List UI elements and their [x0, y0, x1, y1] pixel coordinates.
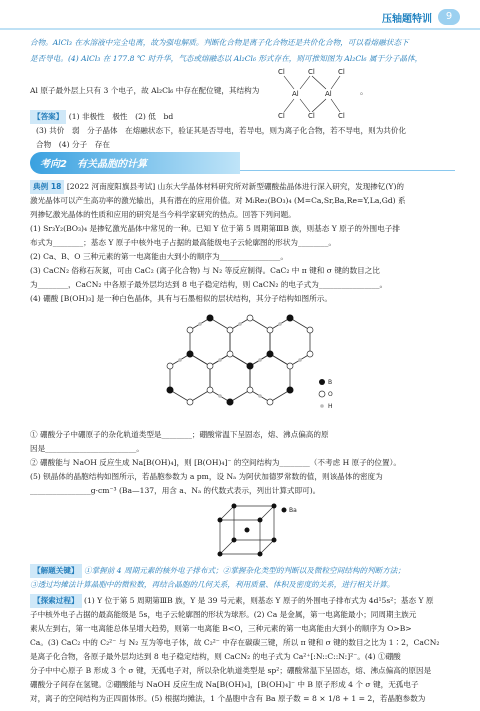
- explain-line: 对，离子的空间结构为正四面体形。(5) 根据均摊法，1 个晶胞中含有 Ba 原子数 = 8 × 1/8 + 1 = 2，若晶胞参数为: [30, 694, 426, 703]
- cl-label: Cl: [338, 68, 345, 76]
- boric-acid-structure-figure: [150, 310, 340, 422]
- page-number: 9: [438, 9, 460, 25]
- section-line: [240, 170, 455, 171]
- page-header: [382, 6, 460, 28]
- period: 。: [360, 87, 368, 96]
- question-2: (2) Ca、B、O 三种元素的第一电离能由大到小的顺序为________________。: [30, 252, 288, 261]
- cl-label: Cl: [338, 112, 345, 120]
- question-1: 布式为________；基态 Y 原子中核外电子占据的最高能级电子云轮廓图的形状为________。: [30, 238, 336, 247]
- ba-unit-cell-figure: [210, 500, 300, 558]
- explain-line: Ca。(3) CaC₂ 中的 C₂²⁻ 与 N₂ 互为等电子体，故 C₂²⁻ 中存在碳碳三键，所以 π 键和 σ 键的数目之比为 1∶2，CaCN₂: [30, 638, 440, 647]
- text-line: 是否导电。(4) AlCl₃ 在 177.8 ℃ 时升华，气态或熔融态以 Al₂Cl₆ 形式存在，则可推知图为 Al₂Cl₆ 属于分子晶体，: [30, 54, 423, 63]
- question-5: (5) 钡晶体的晶胞结构如图所示，若晶胞参数为 a pm，设 Nₐ 为阿伏加德罗常数的值，则该晶体的密度为: [30, 472, 383, 481]
- question-3: 为________，CaCN₂ 中各原子最外层均达到 8 电子稳定结构，则 CaCN₂ 的电子式为________________。: [30, 280, 388, 289]
- key-line: 【解题关键】 ①掌握前 4 周期元素的核外电子排布式；②掌握杂化类型的判断以及微粒空间结构的判断方法；: [30, 564, 455, 578]
- explain-line: 【探索过程】 (1) Y 位于第 5 周期第ⅢB 族，Y 是 39 号元素，则基态 Y 原子的外围电子排布式为 4d¹5s²；基态 Y 原: [30, 594, 455, 608]
- question-4-2: ② 硼酸能与 NaOH 反应生成 Na[B(OH)₄]，则 [B(OH)₄]⁻ 的空间结构为________（不考虑 H 原子的位置）。: [30, 458, 401, 467]
- header-rule: [0, 28, 480, 30]
- legend-ba-label: Ba: [289, 507, 297, 514]
- legend-h-label: H: [328, 403, 333, 410]
- example-line: 典例 18 [2022 河南度阳旗县考试] 山东大学晶体材料研究所对新型硼酸盐晶体进行深入研究，发现掺钇(Y)的: [30, 180, 455, 194]
- question-1: (1) Sr₃Y₂(BO₃)₄ 是掺钇激光晶体中常见的一种。已知 Y 位于第 5 周期第ⅢB 族，则基态 Y 原子的外围电子排: [30, 224, 400, 233]
- text-line: 合物。AlCl₃ 在水溶液中完全电离，故为强电解质。判断化合物是离子化合物还是共价化合物，可以看熔融状态下: [30, 38, 409, 47]
- al-label: Al: [292, 90, 299, 98]
- question-4-1: ① 硼酸分子中硼原子的杂化轨道类型是________；硼酸常温下呈固态，熔、沸点偏高的原: [30, 430, 329, 439]
- key-line: ③透过均摊法计算晶胞中的微粒数，再结合晶胞的几何关系，利用质量、体积及密度的关系，进行相关计算。: [30, 580, 395, 589]
- explain-line: 是离子化合物，各原子最外层均达到 8 电子稳定结构，则 CaCN₂ 的电子式为 Ca²⁺[:N::C::N:]²⁻。(4) ①硼酸: [30, 652, 401, 661]
- explain-line: 子中核外电子占据的最高能级是 5s，电子云轮廓图的形状为球形。(2) Ca 是金属，第一电离能最小；同周期主族元: [30, 610, 417, 619]
- question-4: (4) 硼酸 [B(OH)₃] 是一种白色晶体，具有与石墨相似的层状结构，其分子结构如图所示。: [30, 294, 332, 303]
- example-line: 激光晶体可以产生高功率的激光输出，具有潜在的应用价值。对 MᵢRe₂(BO₃)₄ (M=Ca,Sr,Ba,Re=Y,La,Gd) 系: [30, 196, 406, 205]
- explain-line: 素从左到右，第一电离能总体呈增大趋势，则第一电离能 B<O，三种元素的第一电离能由大到小的顺序为 O>B>: [30, 624, 412, 633]
- cl-label: Cl: [278, 68, 285, 76]
- cl-label: Cl: [308, 112, 315, 120]
- question-4-1: 因是________________________。: [30, 444, 144, 453]
- answer-line: 【答案】 (1) 非极性 极性 (2) 低 bd: [30, 110, 455, 124]
- header-title: 压轴题特训: [382, 13, 432, 25]
- answer-line: 合物 (4) 分子 存在: [36, 140, 110, 149]
- answer-line: (3) 共价 弱 分子晶体 在熔融状态下，验证其是否导电，若导电，则为离子化合物，若不导电，则为共价化: [36, 126, 407, 135]
- question-5: ________________g·cm⁻³ (Ba—137，用含 a、Nₐ 的代数式表示，列出计算式即可)。: [30, 486, 321, 495]
- cl-label: Cl: [308, 68, 315, 76]
- text-line: Al 原子最外层上只有 3 个电子，故 Al₂Cl₆ 中存在配位键，其结构为: [30, 86, 260, 95]
- legend-b-label: B: [328, 379, 333, 386]
- section-header: [30, 152, 455, 174]
- explain-line: 分子中中心原子 B 形成 3 个 σ 键，无孤电子对，所以杂化轨道类型是 sp²；硼酸常温下呈固态，熔、沸点偏高的原因是: [30, 666, 432, 675]
- question-3: (3) CaCN₂ 俗称石灰氮，可由 CaC₂ (离子化合物) 与 N₂ 等反应制得。CaC₂ 中 π 键和 σ 键的数目之比: [30, 266, 380, 275]
- explain-line: 硼酸分子间存在氢键。②硼酸能与 NaOH 反应生成 Na[B(OH)₄]，[B(OH)₄]⁻ 中 B 原子形成 4 个 σ 键，无孤电子: [30, 680, 419, 689]
- al-label: Al: [325, 90, 332, 98]
- legend-o-label: O: [328, 391, 333, 398]
- section-title: 考向2 有关晶胞的计算: [40, 159, 147, 170]
- cl-label: Cl: [278, 112, 285, 120]
- example-line: 列掺钇激光晶体的性质和应用的研究是当今科学家研究的热点。回答下列问题。: [30, 210, 296, 219]
